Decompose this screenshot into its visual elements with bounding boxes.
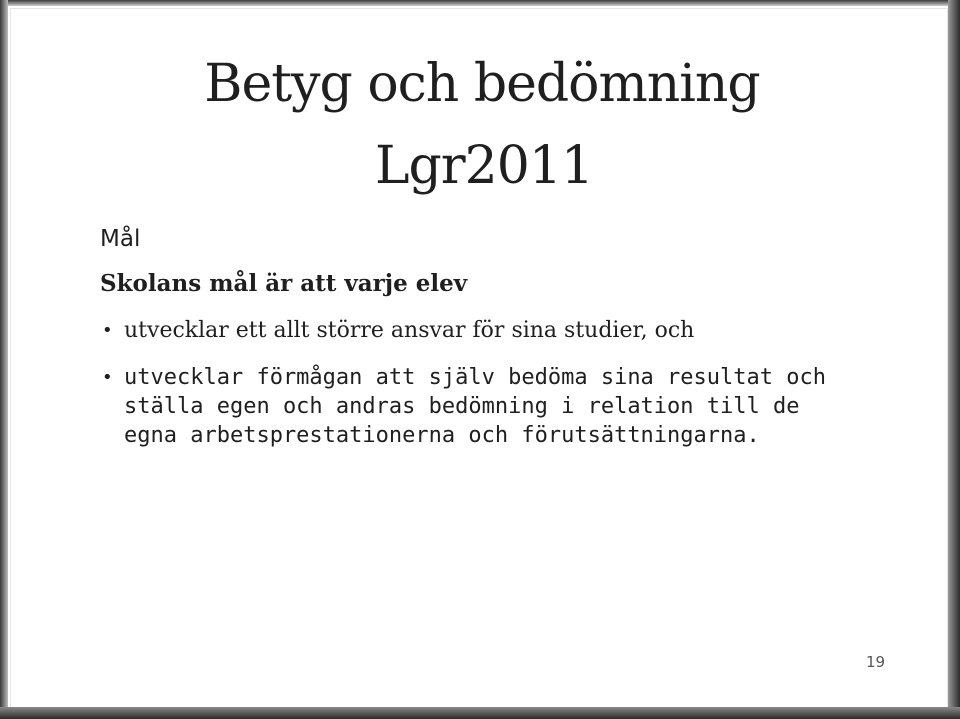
page-number: 19 bbox=[866, 653, 886, 671]
slide-title-line-2: Lgr2011 bbox=[374, 136, 593, 196]
frame-border-top bbox=[0, 0, 960, 6]
bullet-text: utvecklar ett allt större ansvar för sina studier, och bbox=[124, 318, 695, 343]
lead-sentence: Skolans mål är att varje elev bbox=[100, 270, 468, 297]
bullet-list bbox=[100, 316, 860, 468]
frame-border-bottom bbox=[0, 707, 960, 719]
bullet-item bbox=[100, 316, 860, 345]
slide-title-line-1: Betyg och bedömning bbox=[204, 54, 760, 114]
bullet-text: utvecklar förmågan att själv bedöma sina resultat och ställa egen och andras bedömning i relation till de egna arbetsprestationerna och förutsättningarna. bbox=[124, 365, 826, 448]
bullet-item bbox=[100, 363, 860, 450]
bullet-dot-icon: • bbox=[102, 367, 113, 388]
section-subheading: Mål bbox=[100, 226, 141, 252]
bullet-dot-icon: • bbox=[102, 320, 113, 341]
